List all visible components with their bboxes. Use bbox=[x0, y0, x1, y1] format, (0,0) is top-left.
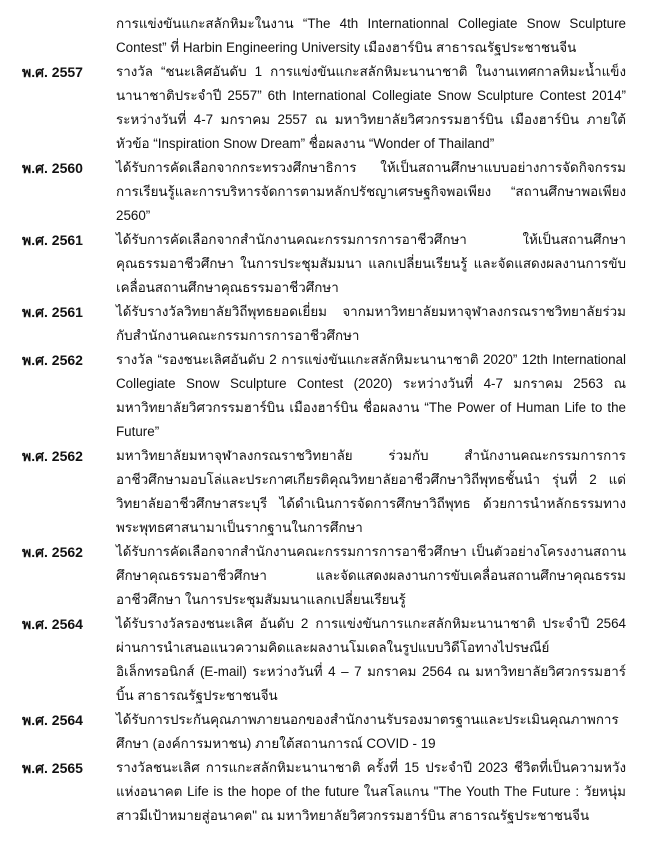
entry-year: พ.ศ. 2562 bbox=[22, 448, 83, 464]
entry-year: พ.ศ. 2561 bbox=[22, 304, 83, 320]
entry-text: รางวัลชนะเลิศ การแกะสลักหิมะนานาชาติ ครั้งที่ 15 ประจำปี 2023 ชีวิตที่เป็นความหวังแห่งอนาคต Life is the hope of the future ในสโลแกน "The Youth The Future : วัยหนุ่มสาวมีเป้าหมายสู่อนาคต" ณ มหาวิทยาลัยวิศวกรรมฮาร์บิน สาธารณรัฐประชาชนจีน bbox=[116, 760, 626, 823]
award-entry bbox=[0, 60, 670, 156]
award-entry bbox=[0, 540, 670, 612]
entry-year: พ.ศ. 2560 bbox=[22, 160, 83, 176]
award-entry bbox=[0, 156, 670, 228]
award-entry bbox=[0, 228, 670, 300]
entry-text: รางวัล “รองชนะเลิศอันดับ 2 การแข่งขันแกะสลักหิมะนานาชาติ 2020” 12th International Collegiate Snow Sculpture Contest (2020) ระหว่างวันที่ 4-7 มกราคม 2563 ณ มหาวิทยาลัยวิศวกรรมฮาร์บิน เมืองฮาร์บิน ชื่อผลงาน “The Power of Human Life to the Future” bbox=[116, 352, 626, 439]
entry-text: ได้รับการคัดเลือกจากสำนักงานคณะกรรมการการอาชีวศึกษา เป็นตัวอย่างโครงงานสถานศึกษาคุณธรรมอาชีวศึกษา และจัดแสดงผลงานการขับเคลื่อนสถานศึกษาคุณธรรมอาชีวศึกษา ในการประชุมสัมมนาแลกเปลี่ยนเรียนรู้ bbox=[116, 544, 626, 607]
entry-year: พ.ศ. 2565 bbox=[22, 760, 83, 776]
award-entry bbox=[0, 612, 670, 708]
entry-year: พ.ศ. 2564 bbox=[22, 712, 83, 728]
award-entry bbox=[0, 708, 670, 756]
entry-text: มหาวิทยาลัยมหาจุฬาลงกรณราชวิทยาลัย ร่วมกับ สำนักงานคณะกรรมการการอาชีวศึกษามอบโล่และประกาศเกียรติคุณวิทยาลัยอาชีวศึกษาวิถีพุทธชั้นนำ รุ่นที่ 2 แด่ วิทยาลัยอาชีวศึกษาสระบุรี ได้ดำเนินการจัดการศึกษาวิถีพุทธ ด้วยการนำหลักธรรมทางพระพุทธศาสนามาเป็นรากฐานในการศึกษา bbox=[116, 448, 626, 535]
entry-text: ได้รับรางวัลวิทยาลัยวิถีพุทธยอดเยี่ยม จากมหาวิทยาลัยมหาจุฬาลงกรณราชวิทยาลัยร่วมกับสำนักงานคณะกรรมการการอาชีวศึกษา bbox=[116, 304, 626, 343]
entry-year: พ.ศ. 2561 bbox=[22, 232, 83, 248]
award-entry bbox=[0, 348, 670, 444]
entry-year: พ.ศ. 2562 bbox=[22, 544, 83, 560]
award-entry bbox=[0, 300, 670, 348]
entry-text: การแข่งขันแกะสลักหิมะในงาน “The 4th Internationnal Collegiate Snow Sculpture Contest” ที่ Harbin Engineering University เมืองฮาร์บิน สาธารณรัฐประชาชนจีน bbox=[116, 16, 626, 55]
entry-text: ได้รับการประกันคุณภาพภายนอกของสำนักงานรับรองมาตรฐานและประเมินคุณภาพการศึกษา (องค์การมหาชน) ภายใต้สถานการณ์ COVID - 19 bbox=[116, 712, 619, 751]
entry-year: พ.ศ. 2557 bbox=[22, 64, 83, 80]
entry-text: รางวัล “ชนะเลิศอันดับ 1 การแข่งขันแกะสลักหิมะนานาชาติ ในงานเทศกาลหิมะน้ำแข็งนานาชาติประจำปี 2557” 6th International Collegiate Snow Sculpture Contest 2014” ระหว่างวันที่ 4-7 มกราคม 2557 ณ มหาวิทยาลัยวิศวกรรมฮาร์บิน เมืองฮาร์บิน ภายใต้หัวข้อ “Inspiration Snow Dream” ชื่อผลงาน “Wonder of Thailand” bbox=[116, 64, 626, 151]
award-entry bbox=[0, 756, 670, 828]
entry-text: ได้รับรางวัลรองชนะเลิศ อันดับ 2 การแข่งขันการแกะสลักหิมะนานาชาติ ประจำปี 2564 ผ่านการนำเสนอแนวความคิดและผลงานโมเดลในรูปแบบวิดีโอทางไปรษณีย์อิเล็กทรอนิกส์ (E-mail) ระหว่างวันที่ 4 – 7 มกราคม 2564 ณ มหาวิทยาลัยวิศวกรรมฮาร์บิ้น สาธารณรัฐประชาชนจีน bbox=[116, 616, 626, 703]
entry-text: ได้รับการคัดเลือกจากสำนักงานคณะกรรมการการอาชีวศึกษา ให้เป็นสถานศึกษาคุณธรรมอาชีวศึกษา ในการประชุมสัมมนา แลกเปลี่ยนเรียนรู้ และจัดแสดงผลงานการขับเคลื่อนสถานศึกษาคุณธรรมอาชีวศึกษา bbox=[116, 232, 626, 295]
award-entry bbox=[0, 12, 670, 60]
award-entry bbox=[0, 444, 670, 540]
entry-text: ได้รับการคัดเลือกจากกระทรวงศึกษาธิการ ให้เป็นสถานศึกษาแบบอย่างการจัดกิจกรรมการเรียนรู้และการบริหารจัดการตามหลักปรัชญาเศรษฐกิจพอเพียง “สถานศึกษาพอเพียง 2560” bbox=[116, 160, 626, 223]
entry-year: พ.ศ. 2562 bbox=[22, 352, 83, 368]
entry-year: พ.ศ. 2564 bbox=[22, 616, 83, 632]
